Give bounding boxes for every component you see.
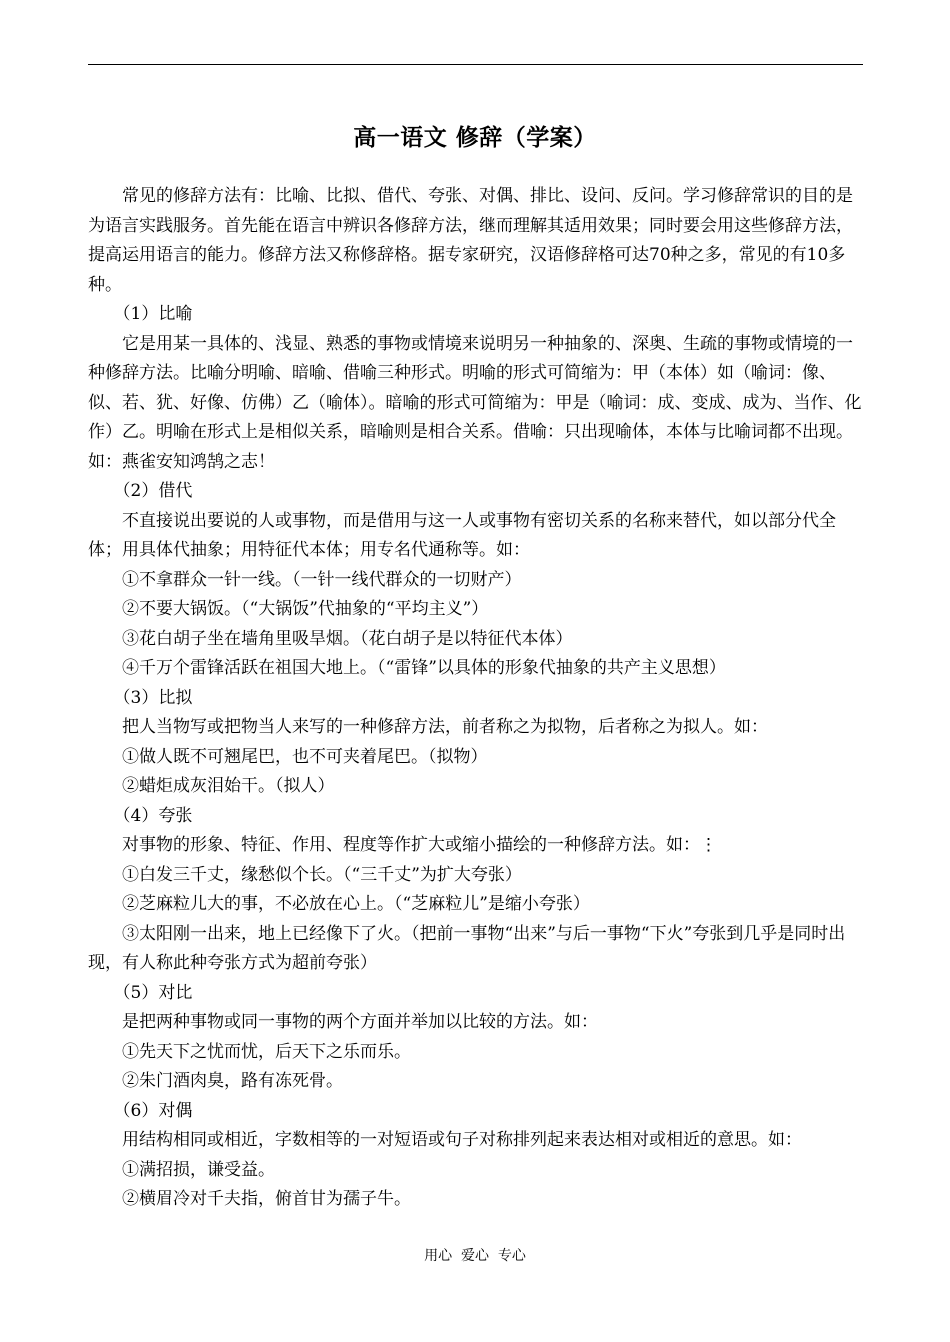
example-item: ①先天下之忧而忧，后天下之乐而乐。 xyxy=(122,1041,411,1062)
section-body-antithesis: 用结构相同或相近，字数相等的一对短语或句子对称排列起来表达相对或相近的意思。如： xyxy=(122,1130,802,1150)
section-heading-antithesis: （6）对偶 xyxy=(113,1100,193,1121)
example-item: ③花白胡子坐在墙角里吸旱烟。（花白胡子是以特征代本体） xyxy=(122,628,573,649)
example-item: ②横眉冷对千夫指，俯首甘为孺子牛。 xyxy=(122,1189,411,1209)
example-item: ③太阳刚一出来，地上已经像下了火。（把前一事物“出来”与后一事物“下火”夸张到几乎是同时出现，有人称此种夸张方式为超前夸张） xyxy=(88,923,846,973)
section-body-contrast: 是把两种事物或同一事物的两个方面并举加以比较的方法。如： xyxy=(122,1012,598,1032)
section-heading-simile: （1）比喻 xyxy=(113,304,193,324)
example-item: ①白发三千丈，缘愁似个长。（“三千丈”为扩大夸张） xyxy=(122,864,522,885)
example-item: ②不要大锅饭。（“大锅饭”代抽象的“平均主义”） xyxy=(122,599,489,619)
section-body-hyperbole: 对事物的形象、特征、作用、程度等作扩大或缩小描绘的一种修辞方法。如：⋮ xyxy=(122,835,717,855)
section-heading-metonymy: （2）借代 xyxy=(113,481,193,501)
example-item: ②朱门酒肉臭，路有冻死骨。 xyxy=(122,1071,343,1091)
section-heading-contrast: （5）对比 xyxy=(113,982,193,1003)
section-body-metonymy: 不直接说出要说的人或事物，而是借用与这一人或事物有密切关系的名称来替代，如以部分代全体；用具体代抽象；用特征代本体；用专名代通称等。如： xyxy=(88,510,836,560)
section-body-personification: 把人当物写或把物当人来写的一种修辞方法，前者称之为拟物，后者称之为拟人。如： xyxy=(122,717,768,737)
example-item: ①做人既不可翘尾巴，也不可夹着尾巴。（拟物） xyxy=(122,746,488,767)
document-title: 高一语文 修辞（学案） xyxy=(353,125,597,151)
example-item: ②芝麻粒儿大的事，不必放在心上。（“芝麻粒儿”是缩小夸张） xyxy=(122,894,590,914)
section-heading-hyperbole: （4）夸张 xyxy=(113,805,193,826)
example-item: ④千万个雷锋活跃在祖国大地上。（“雷锋”以具体的形象代抽象的共产主义思想） xyxy=(122,658,726,678)
example-item: ①满招损，谦受益。 xyxy=(122,1159,275,1180)
section-heading-personification: （3）比拟 xyxy=(113,687,193,708)
document-body xyxy=(88,182,864,1215)
example-item: ②蜡炬成灰泪始干。（拟人） xyxy=(122,776,335,796)
section-body-simile: 它是用某一具体的、浅显、熟悉的事物或情境来说明另一种抽象的、深奥、生疏的事物或情境的一种修辞方法。比喻分明喻、暗喻、借喻三种形式。明喻的形式可简缩为：甲（本体）如（喻词：像、似、若、犹、好像、仿佛）乙（喻体）。暗喻的形式可简缩为：甲是（喻词：成、变成、成为、当作、化作）乙。明喻在形式上是相似关系，暗喻则是相合关系。借喻：只出现喻体，本体与比喻词都不出现。如：燕雀安知鸿鹄之志！ xyxy=(88,333,862,472)
example-item: ①不拿群众一针一线。（一针一线代群众的一切财产） xyxy=(122,569,522,590)
header-rule xyxy=(88,64,863,65)
intro-paragraph: 常见的修辞方法有：比喻、比拟、借代、夸张、对偶、排比、设问、反问。学习修辞常识的目的是为语言实践服务。首先能在语言中辨识各修辞方法，继而理解其适用效果；同时要会用这些修辞方法，提高运用语言的能力。修辞方法又称修辞格。据专家研究，汉语修辞格可达70种之多，常见的有10多种。 xyxy=(88,186,853,295)
page-footer: 用心 爱心 专心 xyxy=(424,1248,526,1264)
